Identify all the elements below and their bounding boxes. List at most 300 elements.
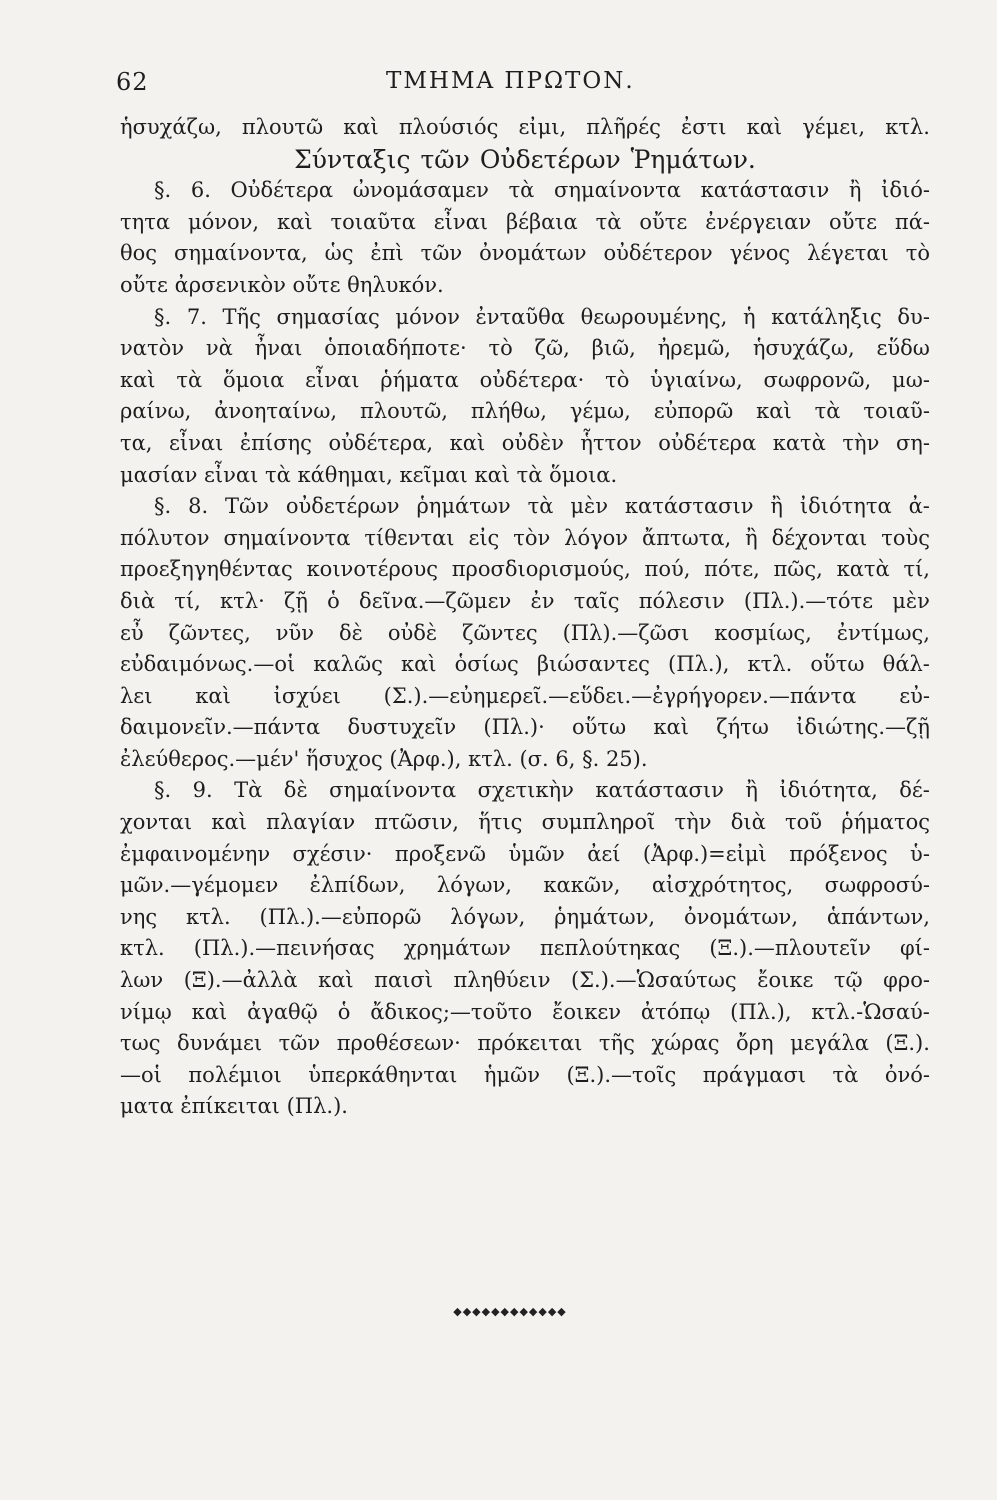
word: ἐλπίδων, — [309, 873, 406, 898]
word: οὔτε — [120, 272, 175, 297]
word: ὑ- — [910, 841, 930, 866]
word: λόγον — [564, 525, 629, 550]
word: λέγεται — [807, 241, 889, 266]
word: εὐπορῶ — [653, 399, 734, 424]
word: οὐδέτερον — [603, 241, 713, 266]
word: (Πλ.)· — [483, 715, 545, 740]
word: (Ξ.).—τοῖς — [566, 1062, 677, 1087]
text-line — [120, 965, 930, 997]
word: καὶ — [474, 462, 517, 487]
word: σημαίνοντα — [223, 525, 351, 550]
word: οὕτω — [572, 715, 627, 740]
word: πῶς, — [773, 557, 823, 582]
word: Οὐδέτερα — [230, 178, 334, 203]
word: τὰ — [508, 178, 535, 203]
word: κτλ· — [220, 588, 265, 613]
word: ἰδιό- — [881, 178, 930, 203]
word: 6. — [190, 178, 211, 203]
word: Τὰ — [234, 778, 263, 803]
word: σημαίνοντα — [554, 178, 681, 203]
word: ἐν — [530, 588, 555, 613]
word: ὅμοια. — [549, 462, 618, 487]
word: ὡς — [324, 241, 354, 266]
word: διὰ — [120, 588, 156, 613]
word: θηλυκόν. — [347, 272, 444, 297]
word: τὸ — [488, 336, 513, 361]
word: §. — [154, 494, 172, 519]
word: ἢ — [848, 178, 862, 203]
word: οὕτω — [810, 652, 865, 677]
word: νατὸν — [120, 336, 184, 361]
word: πότε, — [704, 557, 760, 582]
word: φί- — [899, 936, 930, 961]
word: ἡσυχάζω, — [120, 115, 222, 139]
word: μασίαν — [120, 462, 205, 487]
word: εἰς — [468, 525, 500, 550]
word: ὠνομάσαμεν — [352, 178, 489, 203]
word: §. — [154, 304, 172, 329]
word: (Πλ.).—πεινήσας — [193, 936, 375, 961]
word: τὴν — [842, 430, 880, 455]
word: δαιμονεῖν.—πάντα — [120, 715, 321, 740]
text-line — [120, 681, 930, 713]
word: ἢ — [770, 494, 783, 519]
text-line — [120, 807, 930, 839]
word: —οἱ — [120, 1062, 162, 1087]
word: κτλ. — [885, 115, 930, 139]
word: κατὰ — [772, 430, 826, 455]
body-text — [120, 112, 930, 1123]
word: πλουτῶ — [241, 115, 324, 139]
text-line — [120, 112, 930, 144]
word: σημασίας — [276, 304, 380, 329]
word: ὁσίως — [454, 652, 519, 677]
word: καὶ — [653, 715, 689, 740]
word: δυστυχεῖν — [347, 715, 457, 740]
word: πού, — [644, 557, 691, 582]
word: οὐδέτερα — [658, 430, 757, 455]
word: ἰδιότητα, — [779, 778, 878, 803]
word: μὲν — [570, 494, 609, 519]
word: μὲν — [892, 588, 930, 613]
word: ματα — [120, 1094, 181, 1119]
word: καὶ — [195, 683, 231, 708]
word: ὄρη — [736, 1031, 774, 1056]
word: κτλ. — [747, 652, 793, 677]
word: (Σ.).—εὐημερεῖ.—εὕδει.—ἐγρήγορεν.—πάντα — [383, 683, 857, 708]
word: λόγων, — [436, 873, 512, 898]
word: κατάστασιν — [624, 494, 754, 519]
word: κοινοτέρους — [306, 557, 438, 582]
word: πλῆρές — [586, 115, 661, 139]
word: πτῶσιν, — [374, 810, 459, 835]
word: τὰ — [595, 209, 622, 234]
word: ἀρσενικὸν — [174, 272, 293, 297]
end-ornament: ◆◆◆◆◆◆◆◆◆◆◆◆ — [453, 1305, 567, 1318]
word: ἔοικεν — [552, 999, 621, 1024]
word: τοιαῦτα — [330, 209, 416, 234]
word: ζήτω — [716, 715, 769, 740]
text-line — [120, 744, 930, 776]
word: Οὐδετέρων — [479, 144, 621, 174]
word: ἄπτωτα, — [641, 525, 732, 550]
word: προεξηγηθέντας — [120, 557, 293, 582]
text-line — [120, 839, 930, 871]
word: ἀεί — [587, 841, 621, 866]
word: οὔτε — [829, 209, 877, 234]
word: §. — [154, 178, 172, 203]
word: ἁπάντων, — [826, 904, 930, 929]
word: συμπληροῖ — [541, 810, 656, 835]
word: ἐλεύθερος.—μέν' — [120, 746, 306, 771]
word: πολέμιοι — [188, 1062, 282, 1087]
word: ὁ — [327, 588, 340, 613]
word: μόνον, — [187, 209, 260, 234]
word: ἥσυχος — [305, 746, 390, 771]
word: τῆς — [598, 1031, 635, 1056]
word: τίθενται — [364, 525, 455, 550]
text-line — [120, 586, 930, 618]
running-title: ΤΜΗΜΑ ΠΡΩΤΟΝ. — [386, 68, 635, 94]
word: τῶν — [420, 241, 463, 266]
word: ἐπίσης — [239, 430, 312, 455]
word: (Πλ).—ζῶσι — [562, 620, 690, 645]
word: ὀνό- — [884, 1062, 930, 1087]
word: κατάστασιν — [595, 778, 724, 803]
word: δεῖνα.—ζῶμεν — [359, 588, 512, 613]
word: τὸν — [513, 525, 551, 550]
word: (Σ.).—Ὡσαύτως — [571, 968, 737, 993]
text-line — [120, 365, 930, 397]
word: γέμει, — [802, 115, 866, 139]
word: ἠρεμῶ, — [657, 336, 731, 361]
word: τὰ — [176, 367, 203, 392]
word: ἢ — [745, 778, 758, 803]
word: (Πλ.). — [286, 1094, 348, 1119]
word: χώρας — [651, 1031, 720, 1056]
text-line — [120, 1028, 930, 1060]
word: εἶναι — [305, 367, 360, 392]
word: χονται — [120, 810, 193, 835]
word: τί, — [174, 588, 201, 613]
word: (σ. — [519, 746, 556, 771]
word: ὀνομάτων, — [683, 904, 799, 929]
word: καὶ — [191, 999, 228, 1024]
word: καὶ — [211, 810, 247, 835]
text-line — [120, 302, 930, 334]
word: 6, — [555, 746, 583, 771]
word: δέχονται — [771, 525, 868, 550]
word: δέ- — [899, 778, 930, 803]
word: οὐδέτερα, — [328, 430, 434, 455]
word: πόλεσιν — [638, 588, 725, 613]
word: ἦναι — [254, 336, 303, 361]
word: ἐπίκειται — [180, 1094, 287, 1119]
word: παισὶ — [374, 968, 433, 993]
word: χρημάτων — [403, 936, 511, 961]
word: τῶν — [278, 1031, 321, 1056]
text-line — [120, 712, 930, 744]
word: καὶ — [343, 115, 379, 139]
word: δὲ — [283, 778, 308, 803]
word: σχέσιν· — [292, 841, 373, 866]
text-line — [120, 333, 930, 365]
word: πά- — [894, 209, 930, 234]
word: ραίνω, — [120, 399, 192, 424]
word: οὐδὲν — [501, 430, 564, 455]
word: προξενῶ — [394, 841, 487, 866]
text-line — [120, 238, 930, 270]
word: Τῆς — [222, 304, 261, 329]
word: Ῥημάτων. — [630, 144, 756, 174]
word: 7. — [186, 304, 207, 329]
word: τί, — [903, 557, 930, 582]
word: τοὺς — [881, 525, 930, 550]
word: ῥήματα — [380, 367, 459, 392]
word: καὶ — [277, 209, 313, 234]
word: λων — [120, 968, 164, 993]
word: εἶναι — [433, 209, 488, 234]
word: §. — [154, 778, 172, 803]
word: πλούσιός — [398, 115, 499, 139]
word: ἐμφαινομένην — [120, 841, 271, 866]
text-line — [120, 396, 930, 428]
word: βέβαια — [505, 209, 578, 234]
word: τως — [120, 1031, 161, 1056]
text-line — [120, 1091, 930, 1123]
word: ἡμῶν — [483, 1062, 540, 1087]
word: λόγων, — [450, 904, 526, 929]
word: τὸ — [905, 241, 930, 266]
word: ἐνταῦθα — [475, 304, 565, 329]
text-line — [120, 997, 930, 1029]
word: ὑγιαίνω, — [650, 367, 743, 392]
word: ζῶ, — [534, 336, 570, 361]
word: σημαίνοντα — [329, 778, 457, 803]
word: κακῶν, — [543, 873, 621, 898]
word: καὶ — [400, 652, 437, 677]
text-line — [120, 870, 930, 902]
word: ζῇ — [283, 588, 308, 613]
word: Τῶν — [225, 494, 269, 519]
word: θεωρουμένης, — [580, 304, 728, 329]
word: (Ἀρφ.), — [389, 746, 469, 771]
word: ῥημάτων — [416, 494, 511, 519]
word: ταῖς — [573, 588, 620, 613]
text-line — [120, 1060, 930, 1092]
word: κατάστασιν — [700, 178, 830, 203]
word: ἡσυχάζω, — [752, 336, 855, 361]
word: ἥτις — [478, 810, 523, 835]
word: κοσμίως, — [714, 620, 812, 645]
word: εὖ — [120, 620, 144, 645]
word: (Πλ.), — [730, 999, 792, 1024]
word: μόνον — [395, 304, 460, 329]
word: πληθύειν — [453, 968, 551, 993]
word: γέμω, — [569, 399, 631, 424]
word: 8. — [188, 494, 209, 519]
word: 9. — [192, 778, 213, 803]
word: τὰ — [832, 1062, 859, 1087]
word: οὐδὲ — [387, 620, 438, 645]
word: νίμῳ — [120, 999, 172, 1024]
text-line — [120, 933, 930, 965]
word: αἰσχρότητος, — [651, 873, 794, 898]
word: (Πλ.), — [668, 652, 730, 677]
word: πλουτῶ, — [359, 399, 448, 424]
word: ἧττον — [580, 430, 642, 455]
word: ἀνοηταίνω, — [214, 399, 338, 424]
word: (Πλ.).—τότε — [743, 588, 874, 613]
word: σωφροσύ- — [824, 873, 930, 898]
word: (Πλ.).—εὐπορῶ — [259, 904, 422, 929]
word: εἶναι — [204, 462, 266, 487]
word: εὐ- — [899, 683, 930, 708]
word: κατὰ — [836, 557, 890, 582]
page-number: 62 — [116, 68, 149, 96]
text-line — [120, 491, 930, 523]
word: δυνάμει — [177, 1031, 263, 1056]
word: τὰ — [516, 462, 550, 487]
word: καὶ — [318, 968, 354, 993]
word: πόλυτον — [120, 525, 210, 550]
word: κτλ.-Ὡσαύ- — [811, 999, 930, 1024]
page-header — [116, 68, 896, 108]
word: ζῶντες — [462, 620, 538, 645]
word: §. — [582, 746, 606, 771]
word: οὐδέτερα· — [479, 367, 585, 392]
word: καὶ — [449, 430, 486, 455]
word: κάθημαι, — [297, 462, 400, 487]
word: 25). — [605, 746, 648, 771]
word: εἰμι, — [518, 115, 567, 139]
word: τα, — [120, 430, 153, 455]
word: ἢ — [745, 525, 758, 550]
word: καὶ — [746, 115, 783, 139]
text-line — [120, 270, 930, 302]
word: κεῖμαι — [399, 462, 475, 487]
word: ἀ- — [908, 494, 930, 519]
text-line — [120, 428, 930, 460]
word: ζῶντες, — [168, 620, 251, 645]
word: (Ἀρφ.)=εἰμὶ — [642, 841, 767, 866]
word: δὲ — [339, 620, 363, 645]
word: οὐδετέρων — [285, 494, 400, 519]
word: ὀνομάτων — [479, 241, 587, 266]
word: προθέσεων· — [336, 1031, 461, 1056]
word: μω- — [892, 367, 930, 392]
word: τὴν — [674, 810, 712, 835]
word: κτλ. — [120, 936, 165, 961]
word: πλήθω, — [470, 399, 547, 424]
word: σωφρονῶ, — [763, 367, 872, 392]
word: μεγάλα — [790, 1031, 869, 1056]
word: ὑμῶν — [508, 841, 565, 866]
text-line — [120, 175, 930, 207]
word: νῦν — [275, 620, 315, 645]
word: θάλ- — [882, 652, 930, 677]
text-line — [120, 649, 930, 681]
word: τοῦ — [784, 810, 822, 835]
word: πρόξενος — [789, 841, 888, 866]
word: ἐντίμως, — [836, 620, 930, 645]
word: εὕδω — [876, 336, 930, 361]
word: καλῶς — [313, 652, 383, 677]
word: τὰ — [265, 462, 298, 487]
word: τητα — [120, 209, 170, 234]
word: καὶ — [120, 367, 156, 392]
word: οὔτε — [639, 209, 688, 234]
word: τοιαῦ- — [863, 399, 930, 424]
text-line — [120, 775, 930, 807]
word: πράγμασι — [702, 1062, 807, 1087]
word: βιώσαντες — [536, 652, 650, 677]
word: πρόκειται — [477, 1031, 583, 1056]
word: δυ- — [897, 304, 930, 329]
word: τὸ — [605, 367, 630, 392]
word: γένος — [729, 241, 791, 266]
word: διὰ — [730, 810, 766, 835]
word: ἀγαθῷ — [247, 999, 318, 1024]
word: ὑπερκάθηνται — [308, 1062, 458, 1087]
word: ὁποιαδήποτε· — [324, 336, 467, 361]
word: νὰ — [205, 336, 233, 361]
word: νης — [120, 904, 158, 929]
word: λει — [120, 683, 153, 708]
word: μῶν.—γέμομεν — [120, 873, 279, 898]
word: κτλ. — [185, 904, 231, 929]
word: ση- — [895, 430, 930, 455]
word: κτλ. — [468, 746, 520, 771]
word: τὰ — [527, 494, 554, 519]
text-line — [120, 523, 930, 555]
word: ἰσχύει — [273, 683, 341, 708]
word: σχετικὴν — [477, 778, 574, 803]
word: (Ξ).—ἀλλὰ — [183, 968, 298, 993]
word: ἀτόπῳ — [640, 999, 711, 1024]
word: οὔτε — [292, 272, 348, 297]
word: ὁ — [337, 999, 351, 1024]
text-line — [120, 902, 930, 934]
word: πλαγίαν — [266, 810, 356, 835]
word: ῥημάτων, — [554, 904, 656, 929]
word: εἶναι — [169, 430, 224, 455]
word: ἄδικος;—τοῦτο — [370, 999, 533, 1024]
word: ἐπὶ — [370, 241, 404, 266]
word: ἡ — [742, 304, 756, 329]
word: ἔοικε — [757, 968, 814, 993]
word: προσδιορισμούς, — [451, 557, 631, 582]
word: τὰ — [814, 399, 841, 424]
word: εὐδαιμόνως.—οἱ — [120, 652, 296, 677]
word: Σύνταξις — [294, 144, 411, 174]
word: τῶν — [420, 144, 470, 174]
word: πεπλούτηκας — [539, 936, 681, 961]
word: ἰδιώτης.—ζῇ — [796, 715, 930, 740]
text-line — [120, 554, 930, 586]
word: βιῶ, — [591, 336, 636, 361]
word: φρο- — [883, 968, 930, 993]
word: (Ξ.). — [885, 1031, 930, 1056]
word: ἐστι — [681, 115, 727, 139]
word: ἐνέργειαν — [705, 209, 812, 234]
word: θος — [120, 241, 158, 266]
word: (Ξ.).—πλουτεῖν — [709, 936, 871, 961]
text-line — [120, 460, 930, 492]
word: ῥήματος — [841, 810, 930, 835]
word: καὶ — [756, 399, 792, 424]
word: ἰδιότητα — [799, 494, 892, 519]
